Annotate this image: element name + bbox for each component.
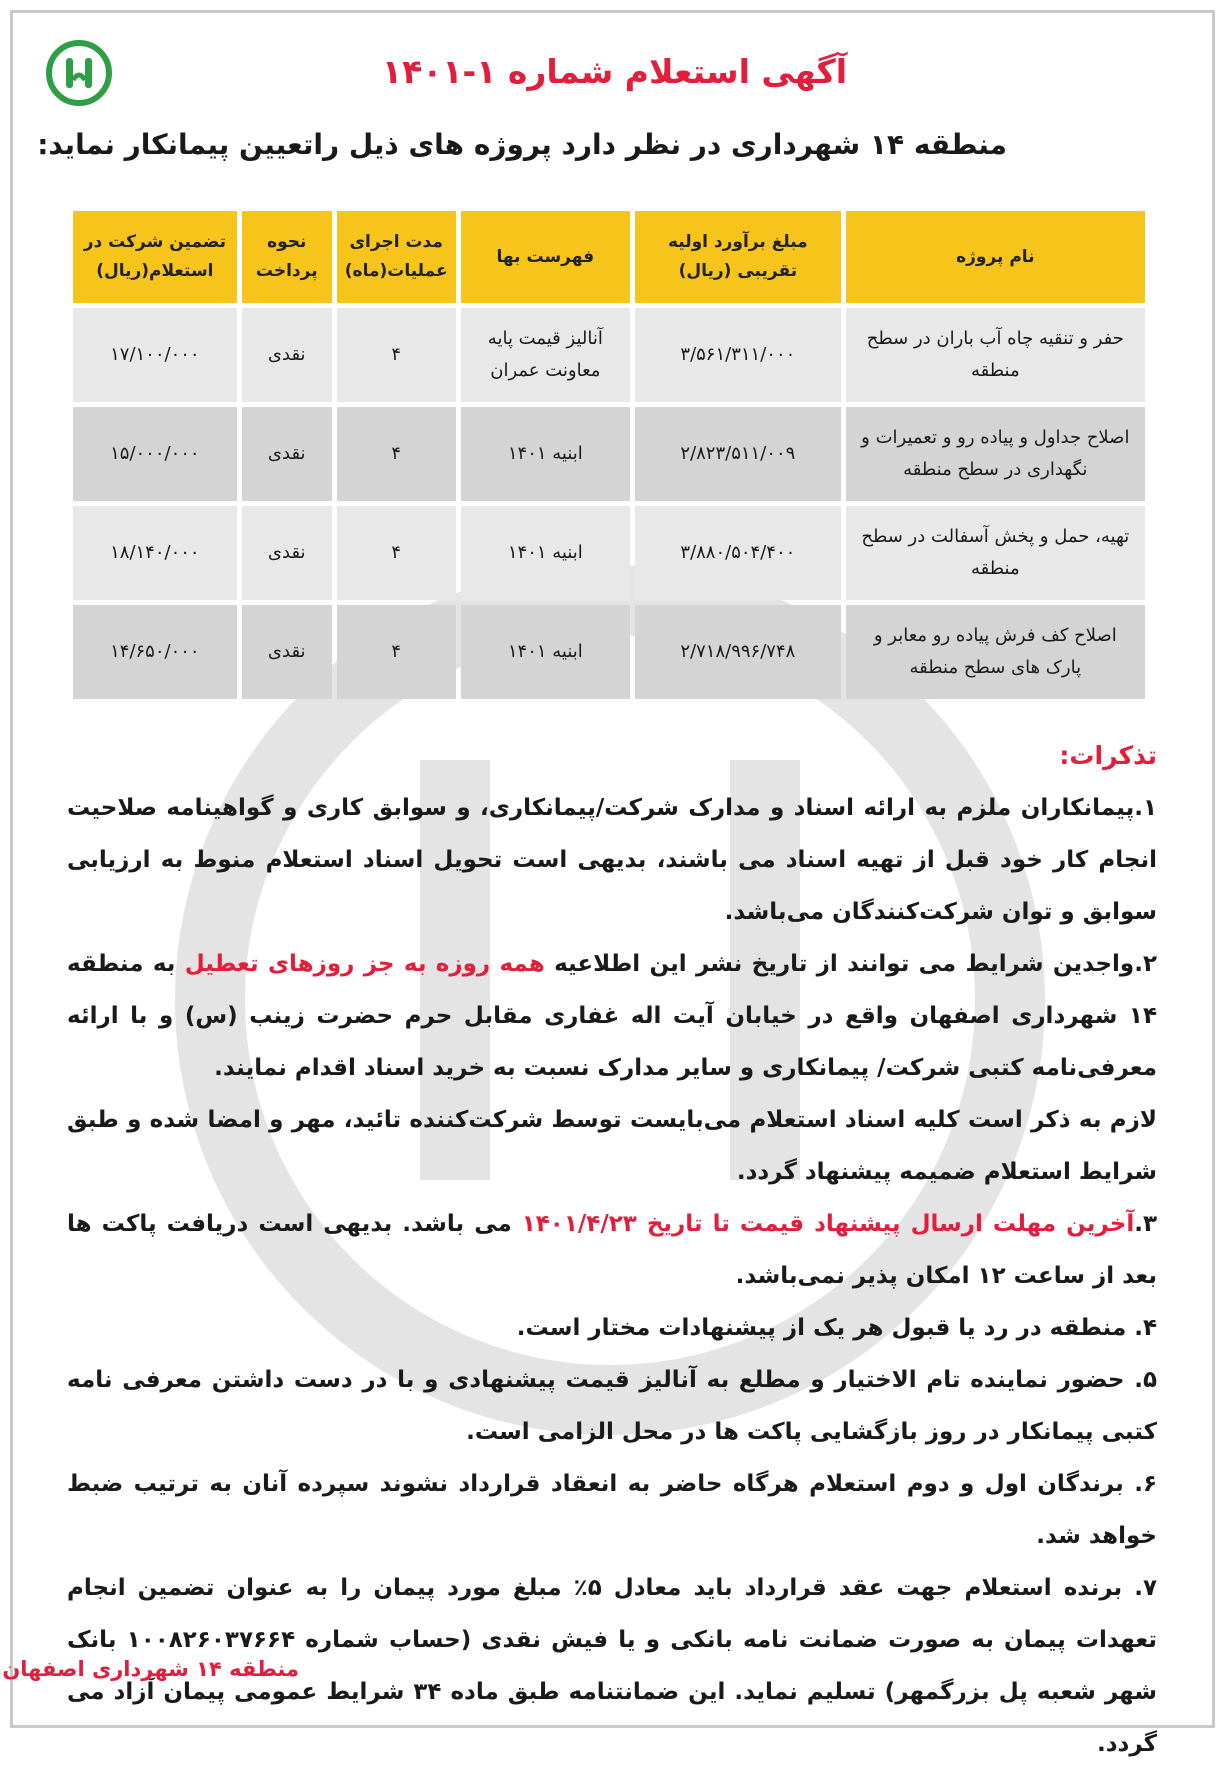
header-duration: مدت اجرای عملیات(ماه) — [337, 211, 456, 303]
note-4: ۴. منطقه در رد یا قبول هر یک از پیشنهادات مختار است. — [516, 1315, 1157, 1341]
header-price-list: فهرست بها — [461, 211, 630, 303]
table-row — [73, 407, 1145, 501]
cell-estimate: ۳/۸۸۰/۵۰۴/۴۰۰ — [635, 506, 841, 600]
header-estimate: مبلغ برآورد اولیه تقریبی (ریال) — [635, 211, 841, 303]
cell-price-list: آنالیز قیمت پایه معاونت عمران — [461, 308, 630, 402]
cell-price-list: ابنیه ۱۴۰۱ — [461, 506, 630, 600]
cell-payment: نقدی — [242, 605, 332, 699]
cell-duration: ۴ — [337, 407, 456, 501]
header-payment: نحوه پرداخت — [242, 211, 332, 303]
note-2 — [67, 938, 1157, 1094]
cell-name: حفر و تنقیه چاه آب باران در سطح منطقه — [846, 308, 1145, 402]
header-guarantee: تضمین شرکت در استعلام(ریال) — [73, 211, 237, 303]
notes-section — [67, 730, 1157, 1770]
table-header-row — [73, 211, 1145, 303]
cell-duration: ۴ — [337, 308, 456, 402]
cell-name: تهیه، حمل و پخش آسفالت در سطح منطقه — [846, 506, 1145, 600]
header-name: نام پروژه — [846, 211, 1145, 303]
note-3-part-a: ۳. — [1134, 1211, 1157, 1237]
cell-estimate: ۲/۸۲۳/۵۱۱/۰۰۹ — [635, 407, 841, 501]
note-6: ۶. برندگان اول و دوم استعلام هرگاه حاضر به انعقاد قرارداد نشوند سپرده آنان به ترتیب ضبط خواهد شد. — [67, 1471, 1157, 1549]
cell-payment: نقدی — [242, 506, 332, 600]
table-row — [73, 605, 1145, 699]
cell-guarantee: ۱۴/۶۵۰/۰۰۰ — [73, 605, 237, 699]
page-title: آگهی استعلام شماره ۱-۱۴۰۱ — [381, 52, 848, 91]
cell-guarantee: ۱۵/۰۰۰/۰۰۰ — [73, 407, 237, 501]
table-row — [73, 506, 1145, 600]
note-5: ۵. حضور نماینده تام الاختیار و مطلع به آنالیز قیمت پیشنهادی و با در دست داشتن معرفی نامه کتبی پیمانکار در روز بازگشایی پاکت ها در محل الزامی است. — [67, 1367, 1157, 1445]
projects-table — [68, 206, 1150, 704]
cell-payment: نقدی — [242, 407, 332, 501]
note-2-addendum: لازم به ذکر است کلیه اسناد استعلام می‌بایست توسط شرکت‌کننده تائید، مهر و امضا شده و طبق شرایط استعلام ضمیمه پیشنهاد گردد. — [67, 1107, 1157, 1185]
note-2-highlight: همه روزه به جز روزهای تعطیل — [184, 951, 545, 977]
cell-price-list: ابنیه ۱۴۰۱ — [461, 605, 630, 699]
cell-duration: ۴ — [337, 506, 456, 600]
cell-estimate: ۳/۵۶۱/۳۱۱/۰۰۰ — [635, 308, 841, 402]
cell-name: اصلاح کف فرش پیاده رو معابر و پارک های سطح منطقه — [846, 605, 1145, 699]
notes-heading: تذکرات: — [1059, 741, 1157, 770]
note-2-part-a: ۲.واجدین شرایط می توانند از تاریخ نشر این اطلاعیه — [544, 951, 1157, 977]
note-2-part-b: به منطقه ۱۴ شهرداری اصفهان واقع در خیابان آیت اله غفاری مقابل حرم حضرت زینب (س) و با ارائه معرفی‌نامه کتبی شرکت/ پیمانکاری و سایر مدارک نسبت به خرید اسناد اقدام نمایند. — [67, 951, 1157, 1081]
note-1: ۱.پیمانکاران ملزم به ارائه اسناد و مدارک شرکت/پیمانکاری، و سوابق کاری و گواهینامه صلاحیت انجام کار خود قبل از تهیه اسناد می باشند، بدیهی است تحویل اسناد استعلام منوط به ارزیابی سوابق و توان شرکت‌کنندگان می‌باشد. — [67, 795, 1157, 925]
note-3-part-b: می باشد. بدیهی است دریافت پاکت ها بعد از ساعت ۱۲ امکان پذیر نمی‌باشد. — [67, 1211, 1157, 1289]
note-7: ۷. برنده استعلام جهت عقد قرارداد باید معادل ۵٪ مبلغ مورد پیمان را به عنوان تضمین انجام تعهدات پیمان به صورت ضمانت نامه بانکی و یا فیش نقدی (حساب شماره ۱۰۰۸۲۶۰۳۷۶۶۴ بانک شهر شعبه پل بزرگمهر) تسلیم نماید. این ضمانتنامه طبق ماده ۳۴ شرایط عمومی پیمان آزاد می گردد. — [67, 1575, 1158, 1757]
note-3 — [67, 1198, 1157, 1302]
cell-guarantee: ۱۷/۱۰۰/۰۰۰ — [73, 308, 237, 402]
cell-estimate: ۲/۷۱۸/۹۹۶/۷۴۸ — [635, 605, 841, 699]
cell-duration: ۴ — [337, 605, 456, 699]
footer-signature: منطقه ۱۴ شهرداری اصفهان — [2, 1657, 299, 1681]
cell-guarantee: ۱۸/۱۴۰/۰۰۰ — [73, 506, 237, 600]
table-row — [73, 308, 1145, 402]
page-subtitle: منطقه ۱۴ شهرداری در نظر دارد پروژه های ذیل راتعیین پیمانکار نماید: — [37, 128, 1007, 161]
cell-name: اصلاح جداول و پیاده رو و تعمیرات و نگهداری در سطح منطقه — [846, 407, 1145, 501]
cell-payment: نقدی — [242, 308, 332, 402]
note-3-highlight: آخرین مهلت ارسال پیشنهاد قیمت تا تاریخ ۱۴۰۱/۴/۲۳ — [521, 1211, 1135, 1237]
cell-price-list: ابنیه ۱۴۰۱ — [461, 407, 630, 501]
